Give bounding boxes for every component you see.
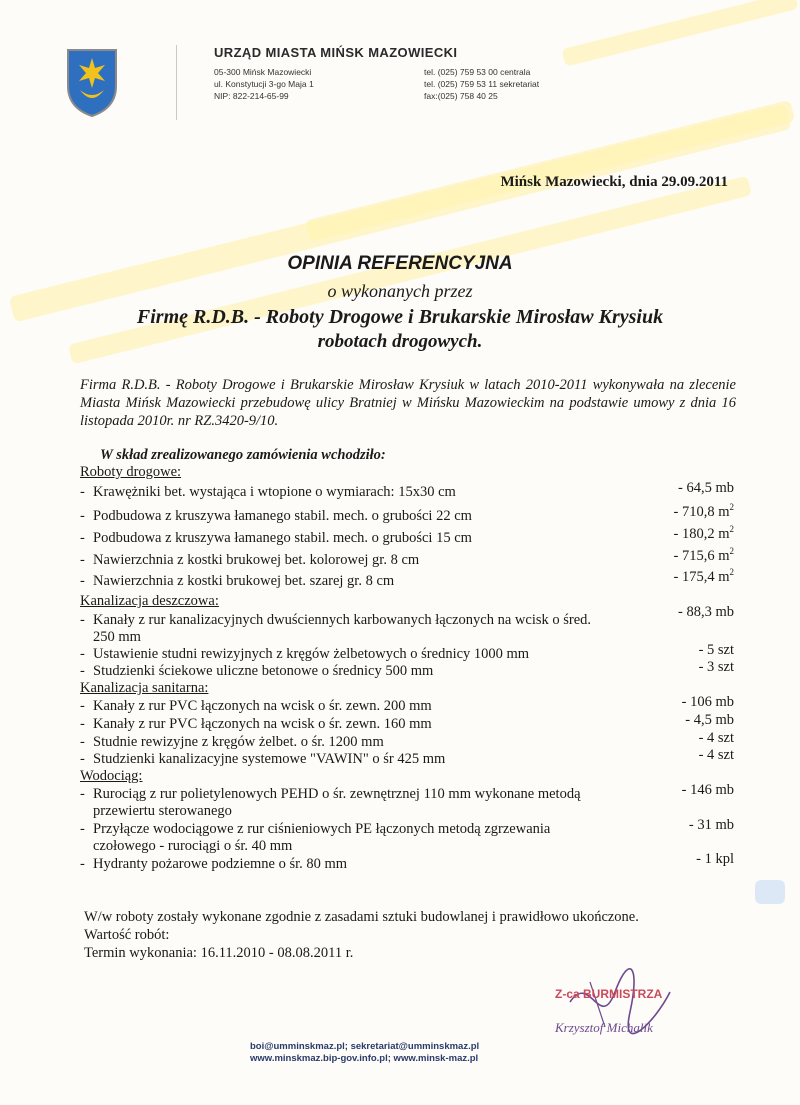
closing-statement: W/w roboty zostały wykonane zgodnie z zasadami sztuki budowlanej i prawidłowo ukończone. xyxy=(84,909,639,925)
contact-line: fax:(025) 758 40 25 xyxy=(424,91,498,101)
place-date: Mińsk Mazowiecki, dnia 29.09.2011 xyxy=(500,174,728,190)
item-value: - 5 szt xyxy=(698,642,734,658)
document-title: OPINIA REFERENCYJNA xyxy=(287,253,513,274)
contact-line: tel. (025) 759 53 00 centrala xyxy=(424,67,531,77)
section-heading: Kanalizacja sanitarna: xyxy=(80,680,209,696)
section-heading: Roboty drogowe: xyxy=(80,464,182,480)
section-heading: Wodociąg: xyxy=(80,768,143,784)
office-address xyxy=(214,66,314,102)
contact-line: tel. (025) 759 53 11 sekretariat xyxy=(424,79,540,89)
intro-paragraph: Firma R.D.B. - Roboty Drogowe i Brukarskie Mirosław Krysiuk w latach 2010-2011 wykonywała na zlecenie Miasta Mińsk Mazowiecki przebudowę ulicy Bratniej w Mińsku Mazowieckim na podstawie umowy z dnia 16 listopada 2010r. nr RZ.3420-9/10. xyxy=(80,377,736,429)
signatory-name: Krzysztof Michalik xyxy=(555,1020,653,1035)
scope-heading: W skład zrealizowanego zamówienia wchodziło: xyxy=(100,447,386,463)
item-value: - 31 mb xyxy=(688,817,734,833)
item-value: - 88,3 mb xyxy=(678,604,734,620)
item-value: - 106 mb xyxy=(681,694,734,710)
office-name: URZĄD MIASTA MIŃSK MAZOWIECKI xyxy=(214,45,458,60)
city-crest-icon xyxy=(64,46,120,123)
item-value: - 146 mb xyxy=(681,782,734,798)
address-line: 05-300 Mińsk Mazowiecki xyxy=(214,67,312,77)
item-value: - 4 szt xyxy=(698,747,734,763)
item-value: - 710,8 $m^2$ xyxy=(673,502,734,520)
item-value: - 1 kpl xyxy=(696,851,734,867)
decor-stripe xyxy=(755,880,785,904)
title-line-4: robotach drogowych. xyxy=(317,331,483,352)
footer-emails: boi@umminskmaz.pl; sekretariat@umminskmaz.pl xyxy=(250,1041,480,1052)
item-value: - 4,5 mb xyxy=(685,712,734,728)
signatory-role: Z-ca BURMISTRZA xyxy=(555,987,663,1001)
title-line-2: o wykonanych przez xyxy=(327,281,473,301)
item-value: - 64,5 mb xyxy=(678,480,734,496)
item-value: - 175,4 $m^2$ xyxy=(673,567,734,585)
item-value: - 4 szt xyxy=(698,730,734,746)
office-contacts xyxy=(424,66,539,102)
address-line: ul. Konstytucji 3-go Maja 1 xyxy=(214,79,314,89)
title-line-3: Firmę R.D.B. - Roboty Drogowe i Brukarskie Mirosław Krysiuk xyxy=(136,306,664,328)
address-line: NIP: 822-214-65-99 xyxy=(214,91,289,101)
completion-term: Termin wykonania: 16.11.2010 - 08.08.2011 r. xyxy=(84,945,354,961)
item-value: - 715,6 $m^2$ xyxy=(673,546,734,564)
footer-websites: www.minskmaz.bip-gov.info.pl; www.minsk-maz.pl xyxy=(250,1053,479,1064)
section-heading: Kanalizacja deszczowa: xyxy=(80,593,219,609)
item-value: - 3 szt xyxy=(698,659,734,675)
header-divider xyxy=(176,45,177,120)
item-value: - 180,2 $m^2$ xyxy=(673,524,734,542)
decor-stripe xyxy=(561,0,798,67)
works-value: Wartość robót: xyxy=(84,927,170,943)
